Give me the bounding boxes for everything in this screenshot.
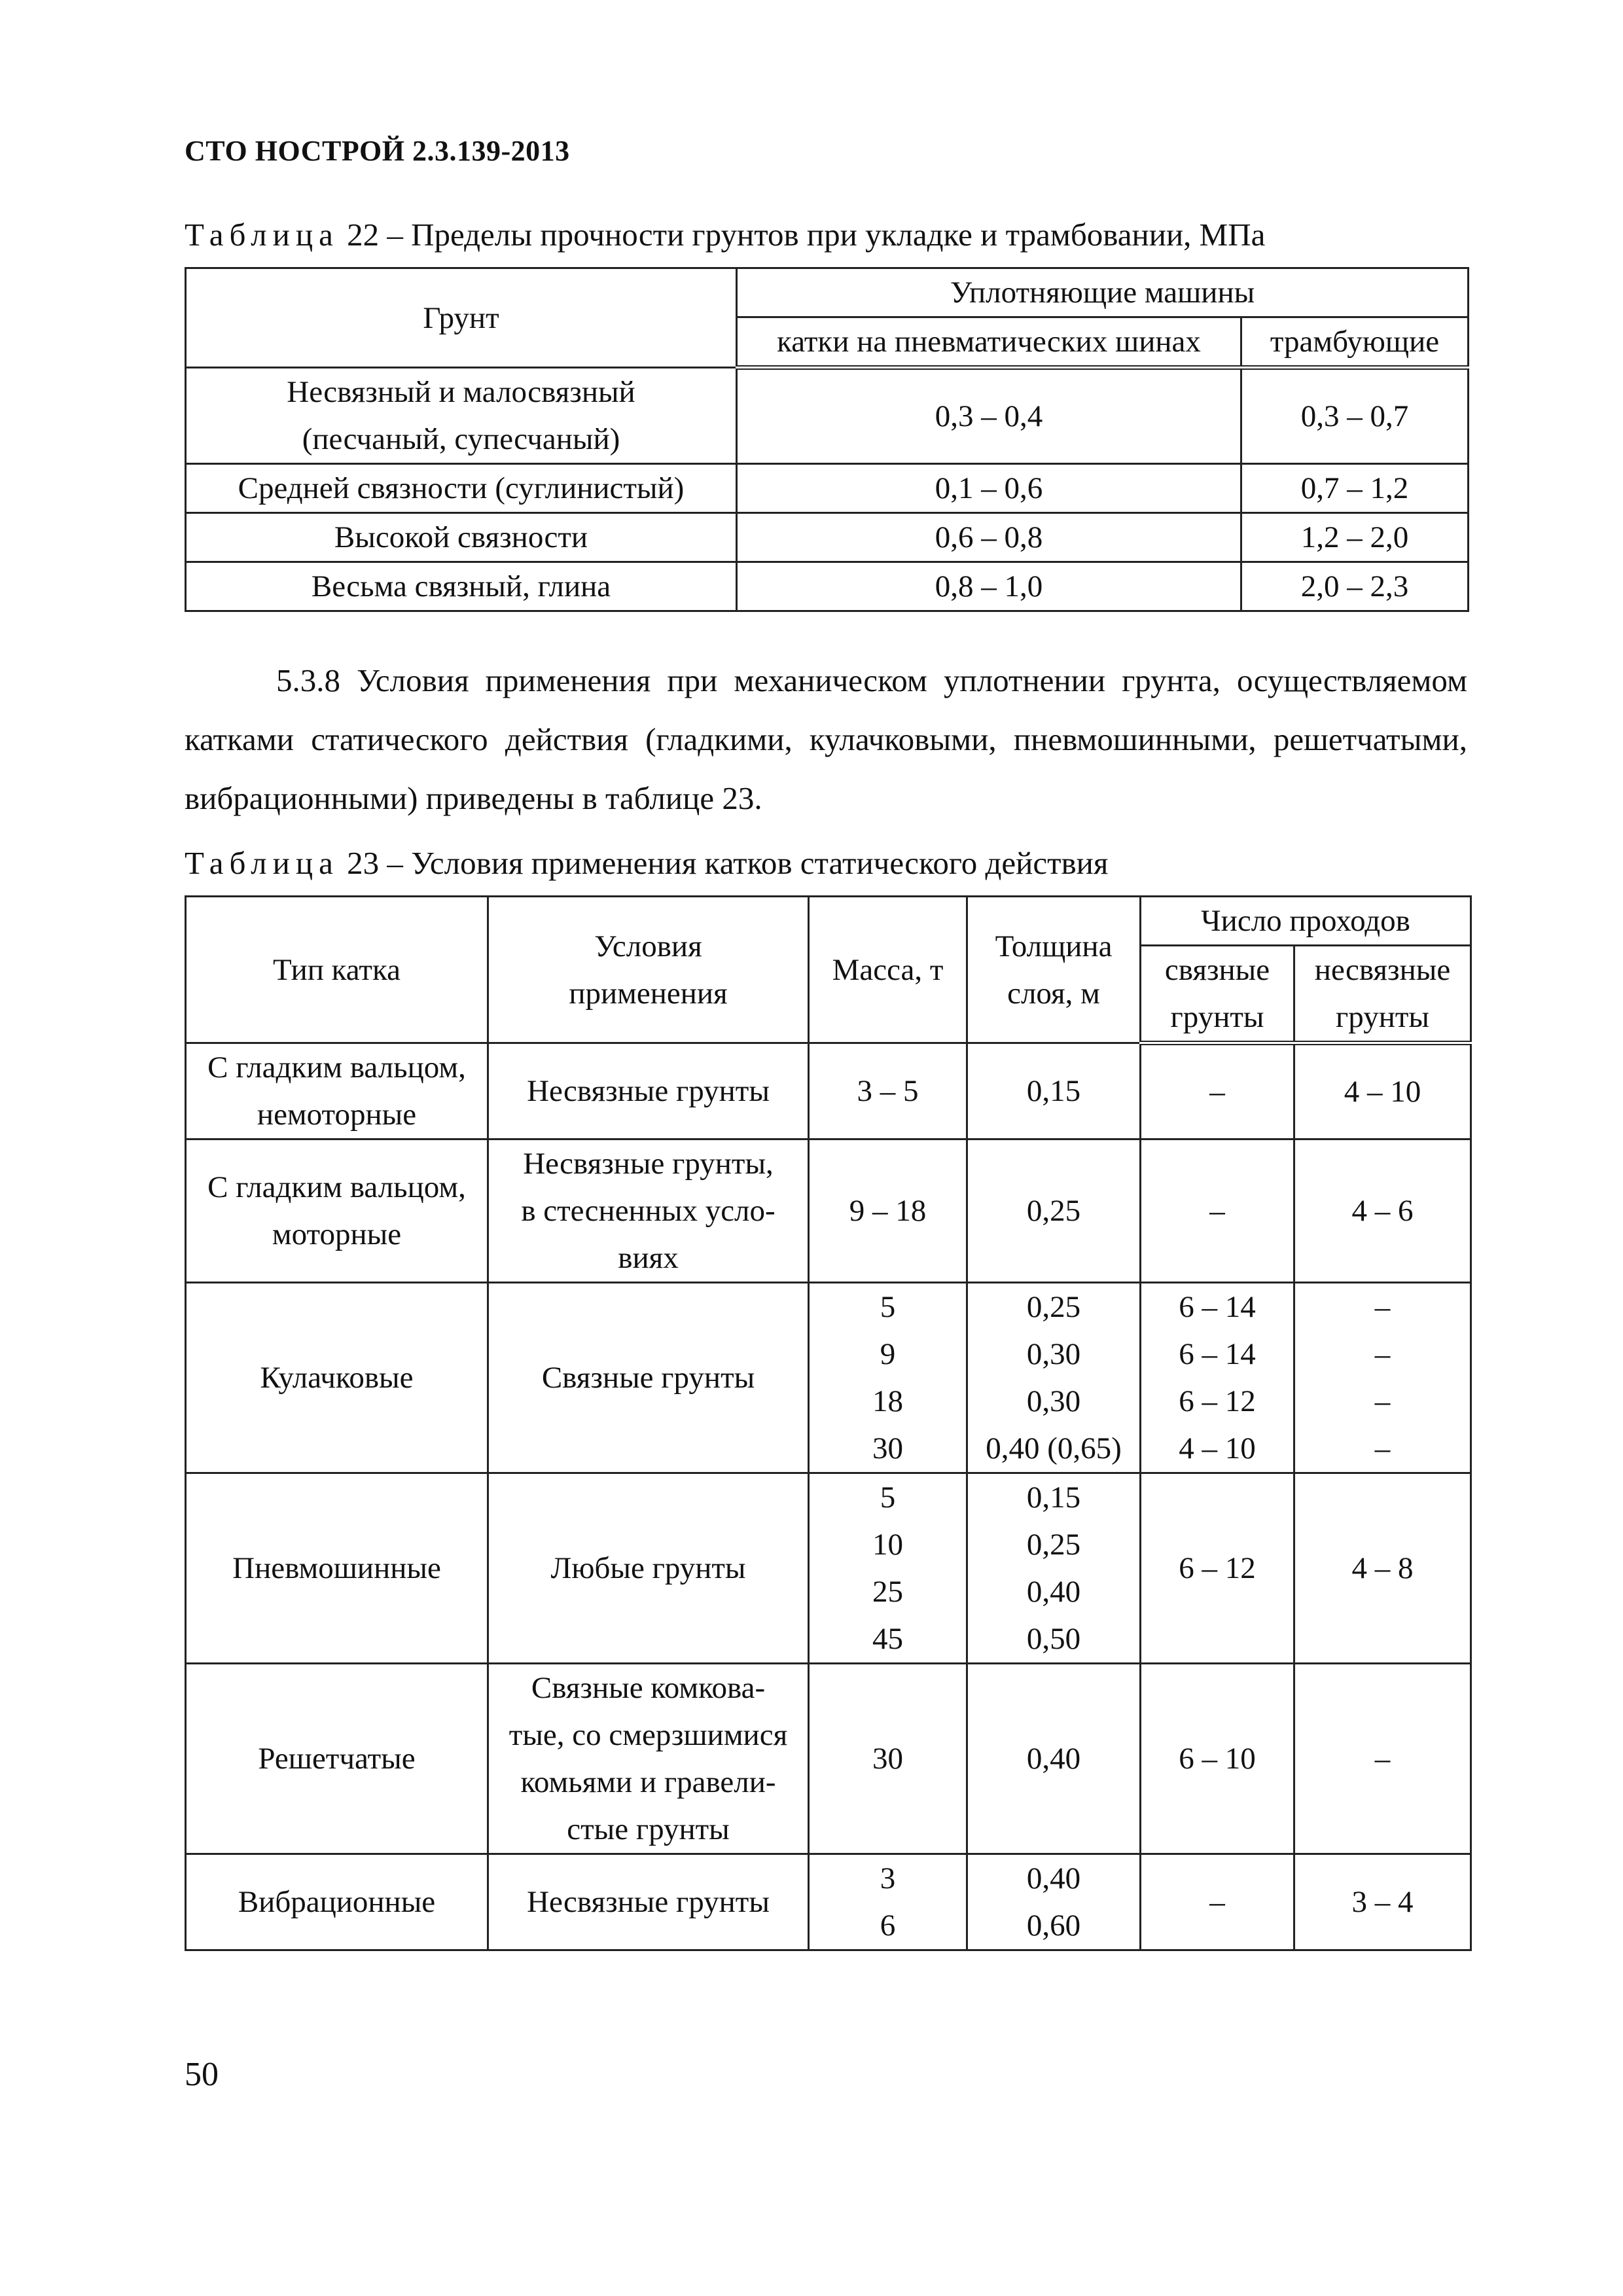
ground-cell: Высокой связности	[186, 513, 737, 562]
table-row	[186, 513, 1469, 562]
col-header-passes: Число проходов	[1141, 897, 1471, 946]
table-row	[186, 1139, 1471, 1283]
table-row	[186, 1473, 1471, 1664]
document-header: СТО НОСТРОЙ 2.3.139-2013	[185, 135, 570, 167]
cohesive-passes-cell: 6 – 10	[1141, 1664, 1294, 1854]
col-header-noncohesive: несвязные грунты	[1294, 946, 1471, 1043]
col-header-cohesive: связные грунты	[1141, 946, 1294, 1043]
tamping-cell: 0,3 – 0,7	[1241, 368, 1469, 464]
table-row	[186, 1664, 1471, 1854]
ground-cell: Средней связности (суглинистый)	[186, 464, 737, 513]
table23-caption	[185, 844, 1108, 882]
noncohesive-passes-cell: – – – –	[1294, 1283, 1471, 1473]
thickness-cell: 0,15	[967, 1043, 1141, 1139]
conditions-cell: Связные комкова- тые, со смерзшимися комьями и гравели- стые грунты	[488, 1664, 809, 1854]
table22-caption-word: Таблица	[185, 217, 339, 253]
cohesive-passes-cell: 6 – 12	[1141, 1473, 1294, 1664]
conditions-cell: Связные грунты	[488, 1283, 809, 1473]
ground-cell: Весьма связный, глина	[186, 562, 737, 611]
noncohesive-passes-cell: 3 – 4	[1294, 1854, 1471, 1950]
mass-cell: 5 9 18 30	[809, 1283, 967, 1473]
thickness-cell: 0,25 0,30 0,30 0,40 (0,65)	[967, 1283, 1141, 1473]
type-cell: Вибрационные	[186, 1854, 488, 1950]
paragraph-text: 5.3.8 Условия применения при механическом уплотнении грунта, осуществляемом катками статического действия (гладкими, кулачковыми, пневмошинными, решетчатыми, вибрационными) приведены в таблице 23.	[185, 662, 1467, 816]
col-header-pneumatic: катки на пневматических шинах	[737, 317, 1241, 368]
conditions-cell: Несвязные грунты	[488, 1043, 809, 1139]
thickness-cell: 0,40 0,60	[967, 1854, 1141, 1950]
col-header-conditions: Условия применения	[488, 897, 809, 1043]
thickness-cell: 0,15 0,25 0,40 0,50	[967, 1473, 1141, 1664]
table23-caption-text: 23 – Условия применения катков статического действия	[338, 845, 1109, 881]
table-row	[186, 562, 1469, 611]
table23-caption-word: Таблица	[185, 845, 339, 881]
noncohesive-passes-cell: 4 – 6	[1294, 1139, 1471, 1283]
mass-cell: 5 10 25 45	[809, 1473, 967, 1664]
type-cell: С гладким вальцом, моторные	[186, 1139, 488, 1283]
paragraph-5-3-8	[185, 651, 1467, 828]
cohesive-passes-cell: 6 – 14 6 – 14 6 – 12 4 – 10	[1141, 1283, 1294, 1473]
pneumatic-cell: 0,8 – 1,0	[737, 562, 1241, 611]
noncohesive-passes-cell: 4 – 10	[1294, 1043, 1471, 1139]
tamping-cell: 1,2 – 2,0	[1241, 513, 1469, 562]
col-header-thickness: Толщина слоя, м	[967, 897, 1141, 1043]
mass-cell: 3 – 5	[809, 1043, 967, 1139]
type-cell: Решетчатые	[186, 1664, 488, 1854]
mass-cell: 30	[809, 1664, 967, 1854]
col-header-tamping: трамбующие	[1241, 317, 1469, 368]
type-cell: С гладким вальцом, немоторные	[186, 1043, 488, 1139]
page-number: 50	[185, 2056, 219, 2093]
col-header-mass: Масса, т	[809, 897, 967, 1043]
pneumatic-cell: 0,6 – 0,8	[737, 513, 1241, 562]
table-row	[186, 464, 1469, 513]
type-cell: Кулачковые	[186, 1283, 488, 1473]
thickness-cell: 0,40	[967, 1664, 1141, 1854]
conditions-cell: Несвязные грунты	[488, 1854, 809, 1950]
cohesive-passes-cell: –	[1141, 1043, 1294, 1139]
ground-cell: Несвязный и малосвязный (песчаный, супесчаный)	[186, 368, 737, 464]
strength-table	[185, 267, 1469, 612]
col-header-ground: Грунт	[186, 268, 737, 368]
table22-caption-text: 22 – Пределы прочности грунтов при укладке и трамбовании, МПа	[338, 217, 1266, 253]
thickness-cell: 0,25	[967, 1139, 1141, 1283]
table22-caption	[185, 216, 1265, 253]
conditions-cell: Любые грунты	[488, 1473, 809, 1664]
col-header-type: Тип катка	[186, 897, 488, 1043]
table-row	[186, 1854, 1471, 1950]
table-row	[186, 1283, 1471, 1473]
tamping-cell: 2,0 – 2,3	[1241, 562, 1469, 611]
noncohesive-passes-cell: –	[1294, 1664, 1471, 1854]
mass-cell: 3 6	[809, 1854, 967, 1950]
table-row	[186, 1043, 1471, 1139]
table-row	[186, 368, 1469, 464]
pneumatic-cell: 0,1 – 0,6	[737, 464, 1241, 513]
type-cell: Пневмошинные	[186, 1473, 488, 1664]
tamping-cell: 0,7 – 1,2	[1241, 464, 1469, 513]
noncohesive-passes-cell: 4 – 8	[1294, 1473, 1471, 1664]
cohesive-passes-cell: –	[1141, 1139, 1294, 1283]
col-header-machines: Уплотняющие машины	[737, 268, 1469, 317]
pneumatic-cell: 0,3 – 0,4	[737, 368, 1241, 464]
mass-cell: 9 – 18	[809, 1139, 967, 1283]
conditions-cell: Несвязные грунты, в стесненных усло- виях	[488, 1139, 809, 1283]
cohesive-passes-cell: –	[1141, 1854, 1294, 1950]
rollers-table	[185, 895, 1472, 1951]
